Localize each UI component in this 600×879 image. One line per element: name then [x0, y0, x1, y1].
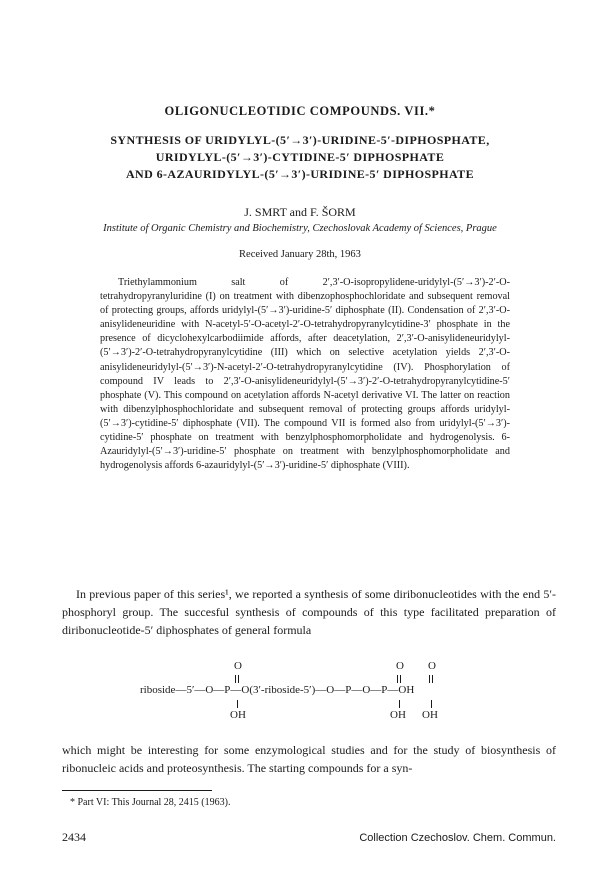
title-line-1: SYNTHESIS OF URIDYLYL-(5′→3′)-URIDINE-5′-DIPHOSPHATE,: [110, 133, 490, 147]
page-number: 2434: [62, 830, 86, 844]
title-line-2: URIDYLYL-(5′→3′)-CYTIDINE-5′ DIPHOSPHATE: [155, 150, 445, 164]
formula-top-o-2: O: [396, 660, 404, 672]
title-line-3: AND 6-AZAURIDYLYL-(5′→3′)-URIDINE-5′ DIPHOSPHATE: [125, 167, 474, 181]
formula-double-bond-2: [397, 675, 401, 683]
formula-double-bond-3: [429, 675, 433, 683]
abstract: Triethylammonium salt of 2′,3′-O-isopropylidene-uridylyl-(5′→3′)-2′-O-tetrahydropyranyluridine (I) on treatment with dibenzophosphochloridate and subsequent removal of protecting groups, affords uridylyl-(5′→3′)-uridine-5′ diphosphate (II). Condensation of 2′,3′-O-anisylideneuridine with N-acetyl-5′-O-acetyl-2′-O-tetrahydropyranylcytidine-3′ phosphate in the presence of dicyclohexylcarbodiimide affords, after deacetylation, 2′,3′-O-anisylideneuridylyl-(5′→3′)-2′-O-tetrahydropyranylcytidine (III) which on selective acetylation yields 2′,3′-O-anisylideneuridylyl-(5′→3′)-N-acetyl-2′-O-tetrahydropyranylcytidine (IV). Phosphorylation of compound IV leads to 2′,3′-O-anisylideneuridylyl-(5′→3′)-2′-O-tetrahydropyranylcytidine-5′ phosphate (V). This compound on acetylation affords N-acetyl derivative VI. The latter on reaction with dibenzylphosphochloridate and subsequent removal of protecting groups affords uridylyl-(5′→3′)-cytidine-5′ diphosphate (VII). The compound VII is formed also from uridylyl-(5′→3′)-cytidine-5′ phosphate on treatment with benzylphosphomorpholidate and hydrogenolysis. 6-Azauridylyl-(5′→3′)-uridine-5′ phosphate on treatment with benzylphosphomorpholidate and hydrogenolysis affords 6-azauridylyl-(5′→3′)-uridine-5′ diphosphate (VIII).: [100, 277, 510, 472]
formula-single-bond-2: [399, 700, 400, 708]
body-paragraph-2: which might be interesting for some enzymological studies and for the study of biosynthesis of ribonucleic acids and proteosynthesis. The starting compounds for a syn-: [62, 743, 556, 775]
footnote: * Part VI: This Journal 28, 2415 (1963).: [70, 797, 231, 808]
authors: J. SMRT and F. ŠORM: [244, 205, 356, 219]
formula-bottom-oh-2: OH: [390, 709, 406, 721]
formula-double-bond-1: [235, 675, 239, 683]
received-date: Received January 28th, 1963: [239, 249, 361, 260]
formula-bottom-oh-1: OH: [230, 709, 246, 721]
body-paragraph-1: In previous paper of this series¹, we reported a synthesis of some diribonucleotides with the end 5′-phosphoryl group. The succesful synthesis of compounds of this type facilitated preparation of diribonucleotide-5′ diphosphates of general formula: [62, 587, 556, 637]
general-formula: [140, 660, 500, 725]
series-title: OLIGONUCLEOTIDIC COMPOUNDS. VII.*: [164, 104, 436, 118]
formula-chain: riboside—5′—O—P—O(3′-riboside-5′)—O—P—O—P—OH: [140, 684, 415, 696]
formula-bottom-oh-3: OH: [422, 709, 438, 721]
institution: Institute of Organic Chemistry and Biochemistry, Czechoslovak Academy of Sciences, Prague: [103, 223, 497, 234]
formula-single-bond-3: [431, 700, 432, 708]
journal-name: Collection Czechoslov. Chem. Commun.: [359, 832, 556, 844]
title-block: [40, 104, 560, 183]
footnote-divider: [62, 790, 212, 791]
formula-top-o-3: O: [428, 660, 436, 672]
formula-single-bond-1: [237, 700, 238, 708]
formula-top-o-1: O: [234, 660, 242, 672]
